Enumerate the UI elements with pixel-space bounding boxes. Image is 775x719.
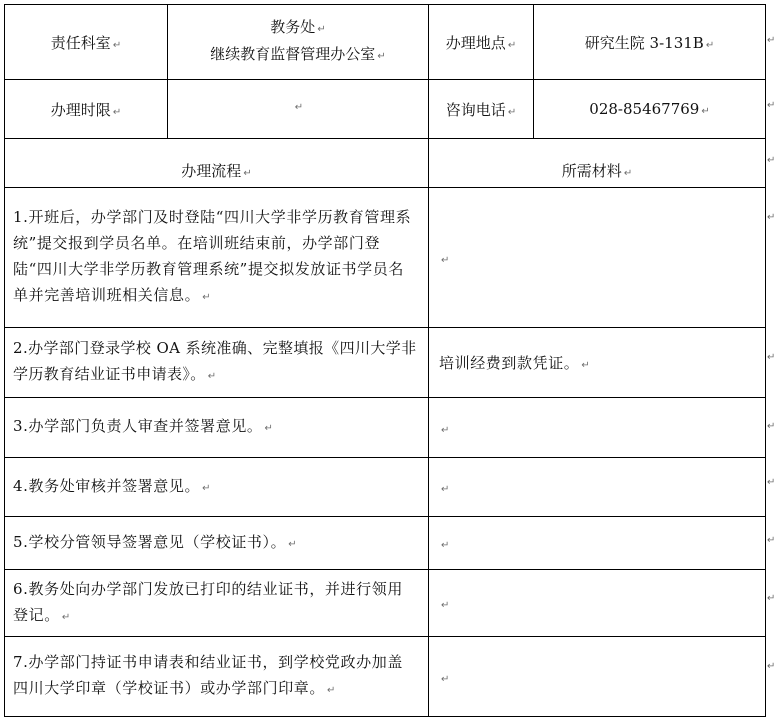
location-value: 研究生院 3-131B bbox=[584, 33, 704, 52]
paragraph-mark: ↵ bbox=[441, 540, 450, 551]
table-row-step-6 bbox=[5, 570, 428, 636]
material-cell-step-5 bbox=[429, 517, 765, 569]
location-label: 办理地点 bbox=[445, 33, 506, 52]
paragraph-mark: ↵ bbox=[202, 292, 212, 303]
paragraph-mark: ↵ bbox=[112, 39, 122, 51]
step-text: 5.学校分管领导签署意见（学校证书）。 bbox=[13, 532, 287, 551]
paragraph-mark: ↵ bbox=[507, 39, 517, 51]
material-cell-step-4 bbox=[429, 458, 765, 516]
table-row-step-4 bbox=[5, 458, 428, 516]
time-value-cell bbox=[168, 80, 428, 130]
material-cell-step-1 bbox=[429, 188, 765, 327]
step-text: 1.开班后，办学部门及时登陆“四川大学非学历教育管理系统”提交报到学员名单。在培训班结束前，办学部门登陆“四川大学非学历教育管理系统”提交拟发放证书学员名单并完善培训班相关信息。 bbox=[13, 208, 412, 304]
phone-label-cell bbox=[429, 80, 533, 138]
time-label: 办理时限 bbox=[50, 100, 111, 119]
paragraph-mark: ↵ bbox=[317, 24, 326, 35]
table-row-step-3 bbox=[5, 398, 428, 457]
paragraph-mark: ↵ bbox=[441, 424, 450, 436]
phone-label: 咨询电话 bbox=[445, 100, 506, 119]
dept-value-cell bbox=[168, 5, 428, 79]
materials-header: 所需材料 bbox=[561, 161, 622, 180]
paragraph-mark: ↵ bbox=[441, 254, 450, 266]
phone-value: 028-85467769 bbox=[589, 100, 700, 118]
process-header: 办理流程 bbox=[181, 161, 242, 180]
row-end-mark: ↵ bbox=[767, 477, 775, 488]
dept-label: 责任科室 bbox=[50, 33, 111, 52]
paragraph-mark: ↵ bbox=[581, 360, 591, 371]
paragraph-mark: ↵ bbox=[623, 167, 633, 179]
paragraph-mark: ↵ bbox=[294, 102, 304, 113]
paragraph-mark: ↵ bbox=[507, 106, 517, 118]
row-end-mark: ↵ bbox=[767, 212, 775, 223]
paragraph-mark: ↵ bbox=[207, 371, 217, 382]
dept-label-cell bbox=[5, 5, 167, 79]
process-header-cell bbox=[5, 139, 428, 187]
table-row-step-2 bbox=[5, 328, 428, 397]
table-row-step-7 bbox=[5, 637, 428, 716]
material-cell-step-6 bbox=[429, 570, 765, 636]
location-value-cell bbox=[534, 5, 765, 79]
material-cell-step-7 bbox=[429, 637, 765, 716]
row-end-mark: ↵ bbox=[767, 352, 775, 363]
step-text: 7.办学部门持证书申请表和结业证书，到学校党政办加盖四川大学印章（学校证书）或办学部门印章。 bbox=[13, 653, 403, 697]
paragraph-mark: ↵ bbox=[441, 484, 450, 495]
paragraph-mark: ↵ bbox=[112, 106, 122, 118]
paragraph-mark: ↵ bbox=[264, 423, 274, 434]
paragraph-mark: ↵ bbox=[202, 482, 212, 494]
location-label-cell bbox=[429, 5, 533, 79]
material-cell-step-3 bbox=[429, 398, 765, 457]
table-row-step-1 bbox=[5, 188, 428, 327]
row-end-mark: ↵ bbox=[767, 100, 775, 111]
step-text: 2.办学部门登录学校 OA 系统准确、完整填报《四川大学非学历教育结业证书申请表》。 bbox=[13, 339, 417, 383]
material-text: 培训经费到款凭证。 bbox=[439, 354, 580, 372]
row-end-mark: ↵ bbox=[767, 421, 775, 432]
materials-header-cell bbox=[429, 139, 765, 187]
step-text: 3.办学部门负责人审查并签署意见。 bbox=[13, 417, 263, 435]
phone-value-cell bbox=[534, 80, 765, 138]
dept-value-line1: 教务处 bbox=[270, 18, 316, 36]
row-end-mark: ↵ bbox=[767, 35, 775, 46]
dept-value-line2: 继续教育监督管理办公室 bbox=[210, 45, 376, 63]
row-end-mark: ↵ bbox=[767, 155, 775, 166]
paragraph-mark: ↵ bbox=[61, 611, 71, 623]
table-row-step-5 bbox=[5, 517, 428, 569]
paragraph-mark: ↵ bbox=[243, 167, 252, 179]
row-end-mark: ↵ bbox=[767, 593, 775, 604]
step-text: 6.教务处向办学部门发放已打印的结业证书，并进行领用登记。 bbox=[13, 579, 403, 624]
step-text: 4.教务处审核并签署意见。 bbox=[13, 476, 201, 495]
paragraph-mark: ↵ bbox=[441, 673, 450, 685]
time-label-cell bbox=[5, 80, 167, 138]
paragraph-mark: ↵ bbox=[288, 538, 298, 550]
row-end-mark: ↵ bbox=[767, 535, 775, 546]
paragraph-mark: ↵ bbox=[327, 685, 336, 696]
paragraph-mark: ↵ bbox=[705, 39, 715, 51]
paragraph-mark: ↵ bbox=[701, 106, 710, 117]
row-end-mark: ↵ bbox=[767, 661, 775, 672]
paragraph-mark: ↵ bbox=[377, 51, 386, 62]
material-cell-step-2 bbox=[429, 328, 765, 397]
paragraph-mark: ↵ bbox=[441, 600, 450, 611]
table-border-right bbox=[765, 4, 766, 717]
table-border-bottom bbox=[4, 716, 766, 717]
